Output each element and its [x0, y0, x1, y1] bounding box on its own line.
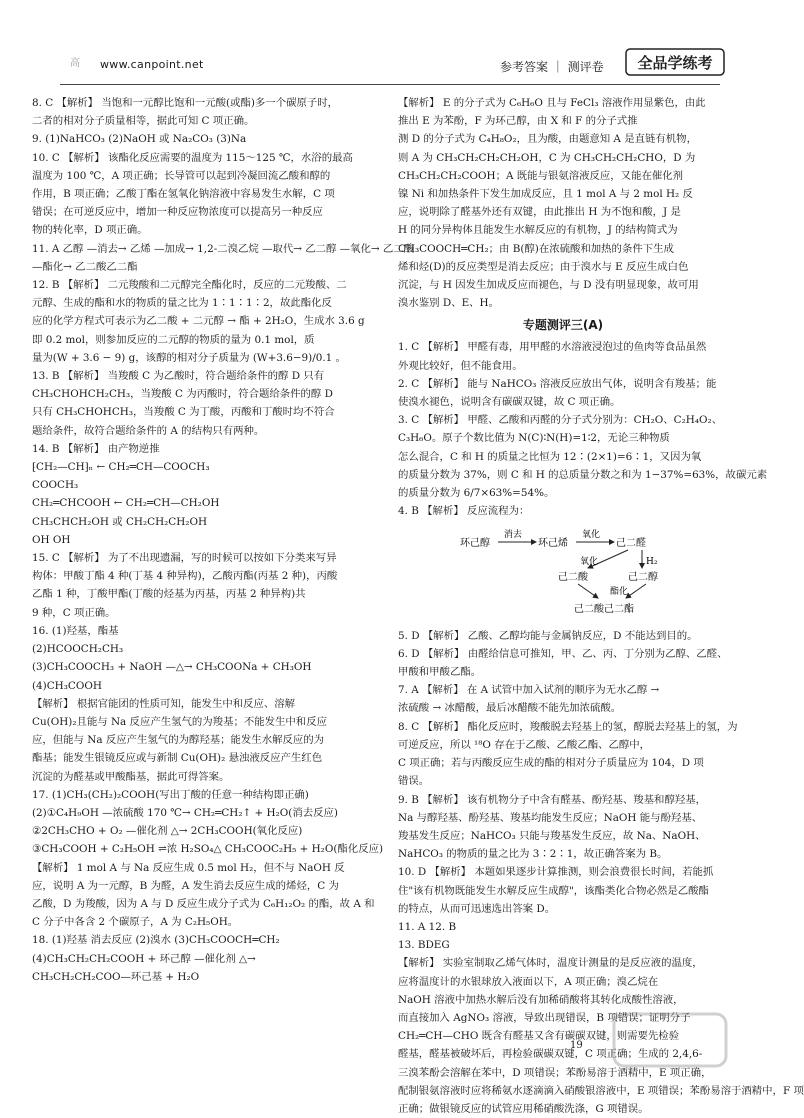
text-line: 元醇、生成的酯和水的物质的量之比为 1∶1∶1∶2，故此酯化反 [32, 297, 332, 310]
flow-label: 氧化 [582, 530, 601, 541]
text-line: 9. (1)NaHCO₃ (2)NaOH 或 Na₂CO₃ (3)Na [32, 133, 247, 146]
flow-node: 环己醇 [460, 538, 490, 550]
flow-label: 氧化 [580, 557, 599, 568]
text-line: 沉淀，与 H 因发生加成反应而褪色，与 D 没有明显现象，故可用 [398, 279, 699, 292]
text-line: 1. C 【解析】 甲醛有毒，用甲醛的水溶液浸泡过的鱼肉等食品虽然 [398, 341, 707, 354]
logo-text: 全品学练考 [637, 54, 713, 72]
text-line: (3)CH₃COOCH₃ + NaOH —△→ CH₃COONa + CH₃OH [32, 661, 312, 674]
text-line: 溴水鉴别 D、E、H。 [398, 297, 500, 310]
text-line: 可逆反应，所以 ¹⁸O 存在于乙酸、乙酸乙酯、乙醇中， [398, 738, 651, 751]
text-line: 8. C 【解析】 酯化反应时，羧酸脱去羟基上的氢，醇脱去羟基上的氢，为 [398, 720, 738, 733]
text-line: 12. B 【解析】 二元羧酸和二元醇完全酯化时，反应的二元羧酸、二 [32, 279, 347, 292]
flow-node: 己二醇 [628, 572, 658, 584]
text-line: —酯化→ 乙二酸乙二酯 [32, 260, 138, 273]
text-line: C 项正确；若与丙酸反应生成的酯的相对分子质量应为 104，D 项 [398, 757, 704, 770]
text-line: 醛基，醛基被破坏后，再检验碳碳双键，C 项正确；生成的 2,4,6- [398, 1048, 703, 1061]
text-line: 17. (1)CH₃(CH₂)₂COOH(写出丁酸的任意一种结构即正确) [32, 788, 309, 801]
text-line: 浓硫酸 → 冰醋酸，最后冰醋酸不能先加浓硫酸。 [398, 702, 622, 715]
text-line: 【解析】 1 mol A 与 Na 反应生成 0.5 mol H₂，但不与 NaOH 反 [32, 861, 345, 874]
text-line: 应的化学方程式可表示为乙二酸 + 二元醇 → 酯 + 2H₂O，生成水 3.6 g [32, 315, 365, 328]
text-line: 镍 Ni 和加热条件下发生加成反应，且 1 mol A 与 2 mol H₂ 反 [398, 188, 693, 201]
text-line: CH₃CHOHCH₂CH₃，当羧酸 C 为丙酸时，符合题给条件的醇 D [32, 388, 333, 401]
text-line: CH₃COOCH═CH₂；由 B(醇)在浓硫酸和加热的条件下生成 [398, 242, 674, 255]
text-line: 错误；在可逆反应中，增加一种反应物浓度可以提高另一种反应 [32, 206, 323, 219]
text-line: NaHCO₃ 的物质的量之比为 3∶2∶1，故正确答案为 B。 [398, 848, 668, 861]
text-line: 应将温度计的水银球放入液面以下，A 项正确；溴乙烷在 [398, 975, 659, 988]
left-column [32, 94, 415, 986]
text-line: 13. B 【解析】 当羧酸 C 为乙酸时，符合题给条件的醇 D 只有 [32, 370, 325, 383]
text-line: 10. C 【解析】 该酯化反应需要的温度为 115～125 ℃，水浴的最高 [32, 151, 353, 164]
text-line: 怎么混合，C 和 H 的质量之比恒为 12∶(2×1)=6∶1，又因为氧 [398, 450, 702, 463]
text-line: CH₂═CH—CHO 既含有醛基又含有碳碳双键，则需要先检验 [398, 1030, 680, 1043]
text-line: 【解析】 实验室制取乙烯气体时，温度计测量的是反应液的温度， [398, 957, 703, 970]
site-url[interactable]: www.canpoint.net [100, 58, 204, 71]
text-line: NaOH 溶液中加热水解后没有加稀硝酸将其转化成酸性溶液， [398, 993, 684, 1006]
text-line: 错误。 [398, 775, 430, 788]
text-line: 测 D 的分子式为 C₄H₈O₂，且为酸，由题意知 A 是直链有机物， [398, 133, 697, 146]
text-line: ②2CH₃CHO + O₂ —催化剂 △→ 2CH₃COOH(氧化反应) [32, 825, 303, 838]
text-line: 温度为 100 ℃，A 项正确；长导管可以起到冷凝回流乙酸和醇的 [32, 169, 331, 182]
text-line: 乙酸，D 为羧酸，因为 A 与 D 反应生成分子式为 C₆H₁₂O₂ 的酯，故 A 和 [32, 897, 375, 910]
header-tag: 高 [70, 58, 80, 69]
answers-block-a [398, 338, 768, 520]
text-line: 即 0.2 mol，则参加反应的二元醇的物质的量为 0.1 mol，质 [32, 333, 315, 346]
section-heading: 专题测评三(A) [522, 318, 604, 333]
text-line: 10. D 【解析】 本题如果逐步计算推测，则会浪费很长时间，若能抓 [398, 866, 714, 879]
reaction-flow-diagram [458, 524, 688, 616]
text-line: 3. C 【解析】 甲醛、乙酸和丙醛的分子式分别为：CH₂O、C₂H₄O₂、 [398, 414, 723, 427]
text-line: 的质量分数为 6/7×63%=54%。 [398, 487, 555, 500]
text-line: C 分子中各含 2 个碳原子，A 为 C₂H₅OH。 [32, 916, 239, 929]
text-line: 11. A 乙醇 —消去→ 乙烯 —加成→ 1,2-二溴乙烷 —取代→ 乙二醇 —氧化→ 乙二酸 [32, 242, 415, 255]
text-line: (4)CH₃COOH [32, 679, 102, 692]
watermark-stamp [610, 1010, 730, 1070]
text-line: C₃H₆O。原子个数比值为 N(C)∶N(H)=1∶2，无论三种物质 [398, 432, 670, 445]
text-line: 应，说明除了醛基外还有双键，由此推出 H 为不饱和酸，J 是 [398, 206, 681, 219]
text-line: 三溴苯酚会溶解在苯中，D 项错误；苯酚易溶于酒精中，E 项正确， [398, 1066, 712, 1079]
text-line: H 的同分异构体且能发生水解反应的有机物，J 的结构简式为 [398, 224, 678, 237]
text-line: 量为(W + 3.6 − 9) g，该醇的相对分子质量为 (W+3.6−9)/0.1 。 [32, 351, 346, 364]
text-line: 只有 CH₃CHOHCH₃，当羧酸 C 为丁酸，丙酸和丁酸时均不符合 [32, 406, 335, 419]
text-line: 15. C 【解析】 为了不出现遗漏，写的时候可以按如下分类来写异 [32, 552, 337, 565]
text-line: 题给条件，故符合题给条件的 A 的结构只有两种。 [32, 424, 265, 437]
text-line: 正确；做银镜反应的试管应用稀硝酸洗涤，G 项错误。 [398, 1102, 649, 1115]
text-line: 推出 E 为苯酚，F 为环己醇，由 X 和 F 的分子式推 [398, 115, 638, 128]
text-line: CH₃CHCH₂OH 或 CH₂CH₂CH₂OH [32, 515, 208, 528]
flow-node: 己二酸己二酯 [574, 604, 634, 616]
text-line: 的特点，从而可迅速选出答案 D。 [398, 902, 556, 915]
text-line: 住"该有机物既能发生水解反应生成醇"，该酯类化合物必然是乙酸酯 [398, 884, 709, 897]
flow-label: 酯化 [610, 587, 629, 598]
text-line: CH₃CH₂CH₂COOH；A 既能与银氨溶液反应，又能在催化剂 [398, 169, 684, 182]
text-line: (2)①C₄H₉OH —浓硫酸 170 ℃→ CH₂═CH₂↑ + H₂O(消去反应) [32, 806, 338, 819]
text-line: COOCH₃ [32, 479, 79, 492]
text-line: 沉淀的为醛基或甲酸酯基，据此可得答案。 [32, 770, 230, 783]
text-line: 【解析】 E 的分子式为 C₆H₆O 且与 FeCl₃ 溶液作用显紫色，由此 [398, 97, 706, 109]
text-line: 9. B 【解析】 该有机物分子中含有醛基、酚羟基、羧基和醇羟基， [398, 793, 707, 806]
text-line: 酯基；能发生银镜反应或与新制 Cu(OH)₂ 悬浊液反应产生红色 [32, 752, 323, 765]
text-line: 6. D 【解析】 由醛给信息可推知，甲、乙、丙、丁分别为乙醇、乙醛、 [398, 647, 728, 660]
flow-label: H₂ [646, 557, 658, 568]
page-number: 19 [570, 1040, 583, 1051]
text-line: OH OH [32, 533, 71, 546]
text-line: 9 种，C 项正确。 [32, 606, 116, 619]
flow-label: 消去 [504, 530, 523, 541]
text-line: Na 与醇羟基、酚羟基、羧基均能发生反应；NaOH 能与酚羟基、 [398, 811, 703, 824]
text-line: 7. A 【解析】 在 A 试管中加入试剂的顺序为无水乙醇 → [398, 684, 660, 697]
text-line: 应，但能与 Na 反应产生氢气的为醇羟基；能发生水解反应的为 [32, 734, 325, 747]
text-line: 二者的相对分子质量相等，据此可知 C 项正确。 [32, 115, 255, 128]
right-column [398, 94, 804, 1118]
text-line: 配制银氨溶液时应将稀氨水逐滴滴入硝酸银溶液中，E 项错误；苯酚易溶于酒精中，F 项 [398, 1084, 804, 1097]
analysis-continued [398, 94, 728, 312]
text-line: 4. B 【解析】 反应流程为： [398, 505, 530, 518]
text-line: (4)CH₃CH₂CH₂COOH + 环己醇 —催化剂 △→ [32, 952, 256, 965]
text-line: ③CH₃COOH + C₂H₅OH ⇌浓 H₂SO₄△ CH₃COOC₂H₅ + H₂O(酯化反应) [32, 843, 384, 856]
text-line: 甲酸和甲酸乙酯。 [398, 666, 482, 679]
page-header [60, 44, 720, 85]
flow-node: 己二酸 [558, 572, 588, 584]
text-line: 外观比较好，但不能食用。 [398, 359, 523, 372]
text-line: 5. D 【解析】 乙酸、乙醇均能与金属钠反应，D 不能达到目的。 [398, 629, 698, 642]
text-line: 而直接加入 AgNO₃ 溶液，导致出现错误，B 项错误；证明分子 [398, 1011, 691, 1024]
text-line: 构体：甲酸丁酯 4 种(丁基 4 种异构)，乙酸丙酯(丙基 2 种)，丙酸 [32, 570, 338, 583]
text-line: 8. C 【解析】 当饱和一元醇比饱和一元酸(或酯)多一个碳原子时， [32, 97, 339, 109]
text-line: 2. C 【解析】 能与 NaHCO₃ 溶液反应放出气体，说明含有羧基；能 [398, 377, 717, 390]
flow-node: 己二醛 [616, 538, 646, 550]
text-line: CH₃CH₂CH₂COO—环己基 + H₂O [32, 970, 200, 983]
text-line: 使溴水褪色，说明含有碳碳双键，故 C 项正确。 [398, 396, 621, 409]
text-line: 18. (1)羟基 消去反应 (2)溴水 (3)CH₃COOCH═CH₂ [32, 934, 280, 947]
text-line: 16. (1)羟基，酯基 [32, 624, 119, 637]
text-line: 应，说明 A 为一元醇，B 为醛，A 发生消去反应生成的烯烃，C 为 [32, 879, 339, 892]
text-line: 物的转化率，D 项正确。 [32, 224, 148, 237]
text-line: 则 A 为 CH₃CH₂CH₂CH₂OH，C 为 CH₃CH₂CH₂CHO，D 为 [398, 151, 696, 164]
section-title: 参考答案 ｜ 测评卷 [500, 60, 604, 74]
text-line: CH₂═CHCOOH ← CH₂═CH—CH₂OH [32, 497, 220, 510]
text-line: 的质量分数为 37%，则 C 和 H 的总质量分数之和为 1−37%=63%，故碳元素 [398, 468, 768, 481]
brand-logo [625, 47, 725, 77]
text-line: 作用，B 项正确；乙酸丁酯在氢氧化钠溶液中容易发生水解，C 项 [32, 188, 335, 201]
text-line: 羧基发生反应；NaHCO₃ 只能与羧基发生反应，故 Na、NaOH、 [398, 829, 706, 842]
text-line: 烯和烃(D)的反应类型是消去反应；由于溴水与 E 反应生成白色 [398, 260, 689, 273]
flow-node: 环己烯 [538, 538, 568, 550]
text-line: Cu(OH)₂且能与 Na 反应产生氢气的为羧基；不能发生中和反应 [32, 715, 327, 728]
text-line: (2)HCOOCH₂CH₃ [32, 643, 124, 656]
text-line: 13. BDEG [398, 939, 450, 952]
text-line: 【解析】 根据官能团的性质可知，能发生中和反应、溶解 [32, 697, 296, 710]
text-line: 14. B 【解析】 由产物逆推 [32, 442, 160, 455]
text-line: 乙酯 1 种，丁酸甲酯(丁酸的烃基为丙基，丙基 2 种异构)共 [32, 588, 306, 601]
text-line: ⁅CH₂—CH⁆ₙ ← CH₂═CH—COOCH₃ [32, 461, 210, 474]
text-line: 11. A 12. B [398, 920, 457, 933]
